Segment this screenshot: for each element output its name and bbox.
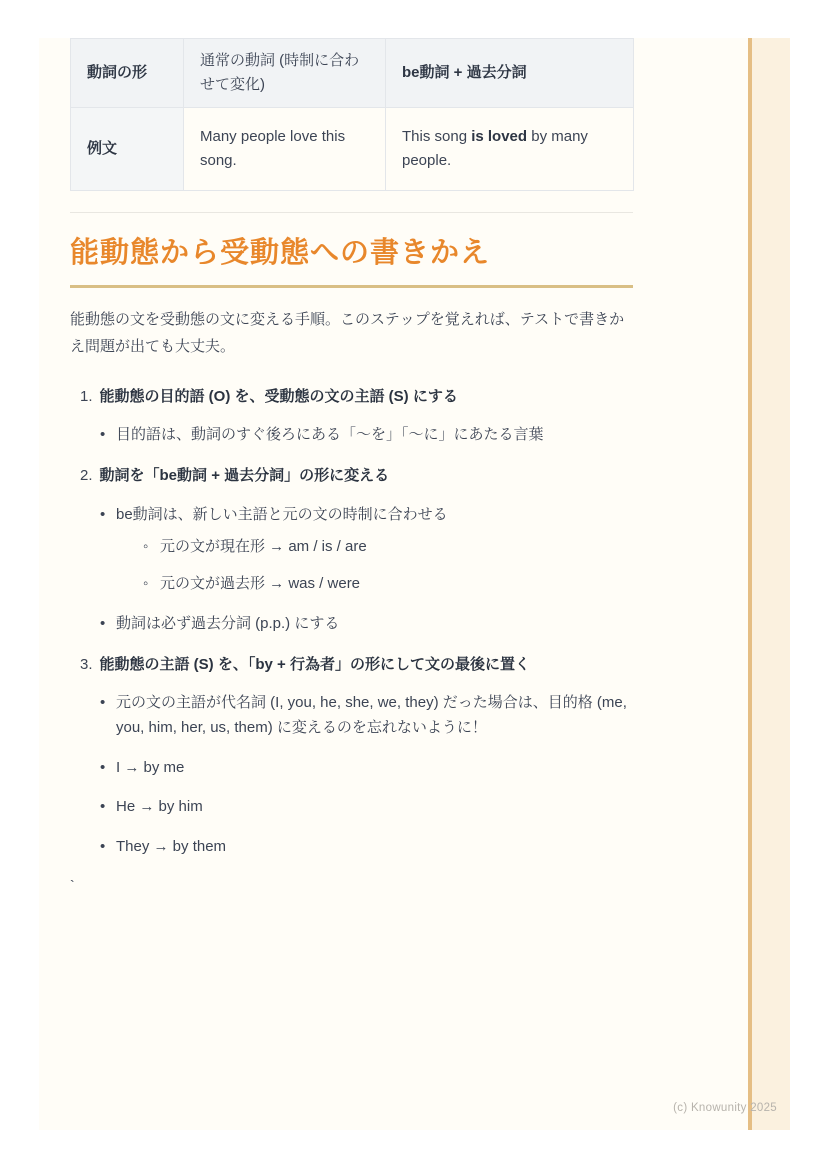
cell-active-verb-form: 通常の動詞 (時制に合わせて変化) bbox=[184, 39, 386, 108]
bullet-item: • 目的語は、動詞のすぐ後ろにある「〜を」「〜に」にあたる言葉 bbox=[100, 423, 633, 448]
step-title bbox=[80, 465, 633, 488]
step-number: 1. bbox=[80, 387, 93, 405]
copyright-text: (c) Knowunity 2025 bbox=[673, 1102, 777, 1114]
passive-example-bold: is loved bbox=[471, 128, 528, 145]
step-bullets bbox=[80, 423, 633, 448]
document-content bbox=[70, 38, 633, 893]
sub-bullet-item: ◦ 元の文が過去形 → was / were bbox=[143, 572, 633, 597]
passive-example-pre: This song bbox=[402, 128, 472, 145]
step-number: 3. bbox=[80, 655, 93, 673]
bullet-item: • 元の文の主語が代名詞 (I, you, he, she, we, they) だった場合は、目的格 (me, you, him, her, us, them) に変えるのを忘れないように！ bbox=[100, 691, 633, 741]
table-row-verb-form bbox=[71, 39, 634, 108]
step-title bbox=[80, 386, 633, 409]
intro-paragraph: 能動態の文を受動態の文に変える手順。このステップを覚えれば、テストで書きかえ問題が出ても大丈夫。 bbox=[70, 311, 625, 355]
row-header-example: 例文 bbox=[71, 108, 184, 191]
step-item-2 bbox=[80, 465, 633, 637]
stray-character: ` bbox=[70, 876, 75, 893]
bullet-item bbox=[100, 503, 633, 597]
passive-example-post: by many people. bbox=[402, 128, 588, 169]
step-item-1 bbox=[80, 386, 633, 448]
bullet-item: • They → by them bbox=[100, 835, 633, 860]
step-title bbox=[80, 654, 633, 677]
step-bullets bbox=[80, 691, 633, 860]
passive-form-bold: be動詞 + 過去分詞 bbox=[402, 64, 527, 81]
step-title-text: 能動態の目的語 (O) を、受動態の文の主語 (S) にする bbox=[99, 387, 458, 405]
bullet-text: be動詞は、新しい主語と元の文の時制に合わせる bbox=[116, 505, 448, 523]
row-header-verb-form: 動詞の形 bbox=[71, 39, 184, 108]
binding-stripe-line bbox=[748, 38, 752, 1130]
bullet-item: • 動詞は必ず過去分詞 (p.p.) にする bbox=[100, 612, 633, 637]
step-title-text: 能動態の主語 (S) を、「by + 行為者」の形にして文の最後に置く bbox=[99, 655, 530, 673]
step-bullets bbox=[80, 503, 633, 637]
voice-comparison-table bbox=[70, 38, 634, 191]
section-heading: 能動態から受動態への書きかえ bbox=[70, 235, 633, 288]
section-divider bbox=[70, 212, 633, 213]
bullet-item: • He → by him bbox=[100, 795, 633, 820]
step-title-text: 動詞を「be動詞 + 過去分詞」の形に変える bbox=[99, 467, 390, 484]
step-number: 2. bbox=[80, 467, 93, 484]
document-sheet bbox=[39, 38, 790, 1130]
binding-stripe-band bbox=[752, 38, 790, 1130]
cell-passive-example bbox=[386, 108, 634, 191]
sub-bullet-item: ◦ 元の文が現在形 → am / is / are bbox=[143, 535, 633, 560]
sub-bullets bbox=[116, 535, 633, 597]
bullet-item: • I → by me bbox=[100, 756, 633, 781]
step-item-3 bbox=[80, 654, 633, 860]
cell-passive-verb-form bbox=[386, 39, 634, 108]
cell-active-example: Many people love this song. bbox=[184, 108, 386, 191]
table-row-example bbox=[71, 108, 634, 191]
rewrite-steps-list bbox=[70, 386, 633, 860]
